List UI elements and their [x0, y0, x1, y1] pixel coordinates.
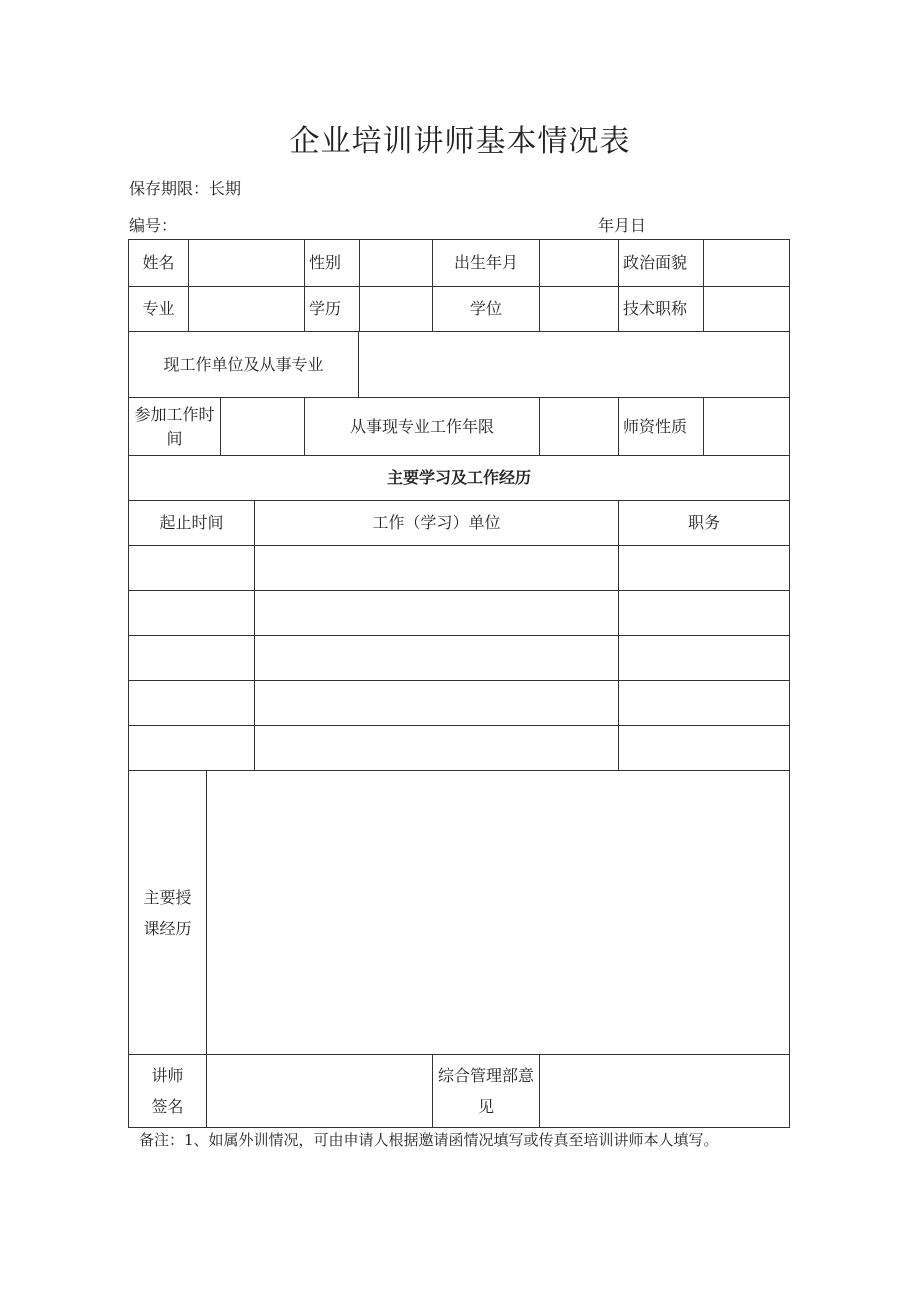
history-row-period[interactable] [128, 725, 255, 771]
history-row-period[interactable] [128, 545, 255, 591]
history-header: 主要学习及工作经历 [128, 455, 790, 501]
join-work-label-line2: 间 [166, 428, 183, 448]
title-rank-field[interactable] [703, 286, 790, 332]
date-label: 年月日 [598, 216, 647, 235]
history-row-period[interactable] [128, 590, 255, 636]
lecturer-sign-line2: 签名 [151, 1097, 184, 1116]
dept-opinion-line1: 综合管理部意 [437, 1066, 534, 1085]
footnote: 备注：1、如属外训情况，可由申请人根据邀请函情况填写或传真至培训讲师本人填写。 [139, 1131, 719, 1149]
education-label: 学历 [304, 286, 360, 332]
history-row-unit[interactable] [254, 725, 619, 771]
join-work-label [128, 397, 221, 456]
teaching-label [128, 770, 207, 1055]
title-rank-label: 技术职称 [618, 286, 704, 332]
history-row-unit[interactable] [254, 545, 619, 591]
join-work-label-line1: 参加工作时 [134, 404, 215, 424]
name-label: 姓名 [128, 239, 189, 287]
history-row-period[interactable] [128, 635, 255, 681]
years-field[interactable] [539, 397, 619, 456]
major-field[interactable] [188, 286, 305, 332]
teaching-label-line1: 主要授 [143, 887, 192, 907]
education-field[interactable] [359, 286, 433, 332]
lecturer-sign-label [128, 1054, 207, 1128]
teaching-label-line2: 课经历 [143, 918, 192, 938]
history-row-unit[interactable] [254, 635, 619, 681]
lecturer-sign-line1: 讲师 [151, 1066, 184, 1085]
degree-label: 学位 [432, 286, 540, 332]
history-row-period[interactable] [128, 680, 255, 726]
name-field[interactable] [188, 239, 305, 287]
lecturer-sign-field[interactable] [206, 1054, 433, 1128]
workplace-field[interactable] [358, 331, 790, 398]
birth-field[interactable] [539, 239, 619, 287]
serial-number-label: 编号： [129, 216, 178, 235]
birth-label: 出生年月 [432, 239, 540, 287]
history-row-unit[interactable] [254, 590, 619, 636]
gender-field[interactable] [359, 239, 433, 287]
page-title: 企业培训讲师基本情况表 [289, 124, 631, 159]
history-row-position[interactable] [618, 635, 790, 681]
history-row-position[interactable] [618, 545, 790, 591]
retention-period: 保存期限：长期 [129, 179, 242, 198]
history-col-position: 职务 [618, 500, 790, 546]
history-row-unit[interactable] [254, 680, 619, 726]
gender-label: 性别 [304, 239, 360, 287]
qualification-label: 师资性质 [618, 397, 704, 456]
history-row-position[interactable] [618, 590, 790, 636]
workplace-label: 现工作单位及从事专业 [128, 331, 359, 398]
years-label: 从事现专业工作年限 [304, 397, 540, 456]
dept-opinion-field[interactable] [539, 1054, 790, 1128]
history-col-period: 起止时间 [128, 500, 255, 546]
join-work-field[interactable] [220, 397, 305, 456]
qualification-field[interactable] [703, 397, 790, 456]
history-col-unit: 工作（学习）单位 [254, 500, 619, 546]
dept-opinion-label [432, 1054, 540, 1128]
history-row-position[interactable] [618, 680, 790, 726]
political-field[interactable] [703, 239, 790, 287]
degree-field[interactable] [539, 286, 619, 332]
history-row-position[interactable] [618, 725, 790, 771]
political-label: 政治面貌 [618, 239, 704, 287]
major-label: 专业 [128, 286, 189, 332]
teaching-field[interactable] [206, 770, 790, 1055]
dept-opinion-line2: 见 [477, 1097, 494, 1116]
info-form-table [129, 240, 790, 1128]
